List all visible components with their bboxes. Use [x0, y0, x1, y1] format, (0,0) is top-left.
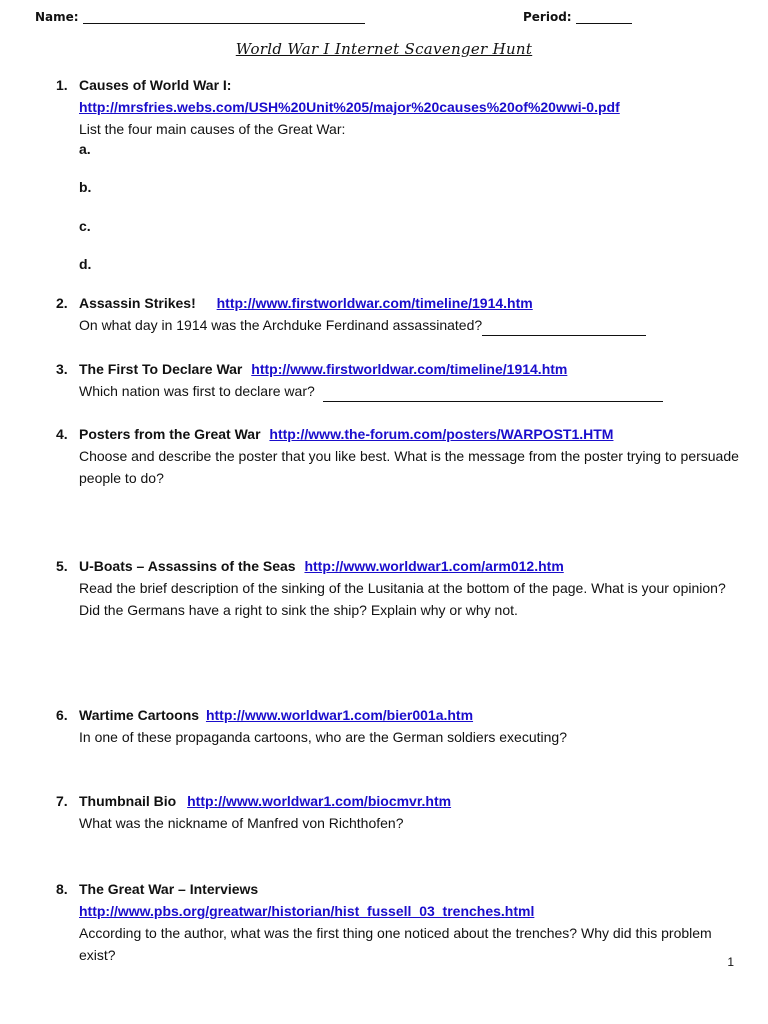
question-number: 6.: [56, 707, 68, 723]
question-link[interactable]: http://mrsfries.webs.com/USH%20Unit%205/major%20causes%20of%20wwi-0.pdf: [79, 99, 620, 115]
question-7: [56, 790, 746, 834]
question-number: 3.: [56, 361, 68, 377]
question-text: What was the nickname of Manfred von Richthofen?: [79, 815, 404, 831]
period-label: Period:: [523, 10, 572, 24]
question-link[interactable]: http://www.firstworldwar.com/timeline/1914.htm: [216, 295, 533, 311]
period-blank[interactable]: [576, 13, 632, 24]
page-title: World War I Internet Scavenger Hunt: [235, 40, 533, 58]
question-link[interactable]: http://www.worldwar1.com/bier001a.htm: [205, 707, 474, 723]
question-text: Read the brief description of the sinking of the Lusitania at the bottom of the page. What is your opinion? Did the Germans have a right to sink the ship? Explain why or why not.: [79, 580, 726, 618]
period-field: [523, 10, 632, 24]
question-number: 4.: [56, 426, 68, 442]
answer-b-label: b.: [79, 179, 92, 195]
question-link[interactable]: http://www.the-forum.com/posters/WARPOST1.HTM: [269, 426, 614, 442]
question-link[interactable]: http://www.worldwar1.com/arm012.htm: [304, 558, 564, 574]
question-number: 1.: [56, 77, 68, 93]
question-link[interactable]: http://www.pbs.org/greatwar/historian/hist_fussell_03_trenches.html: [79, 903, 535, 919]
answer-c-label: c.: [79, 218, 91, 234]
name-blank[interactable]: [83, 13, 365, 24]
question-number: 7.: [56, 793, 68, 809]
question-text: Choose and describe the poster that you like best. What is the message from the poster trying to persuade people to do?: [79, 448, 739, 486]
question-text: According to the author, what was the first thing one noticed about the trenches? Why did this problem exist?: [79, 925, 712, 963]
question-6: [56, 704, 746, 748]
question-number: 2.: [56, 295, 68, 311]
question-heading: Thumbnail Bio: [79, 793, 177, 809]
question-number: 8.: [56, 881, 68, 897]
answer-blank[interactable]: [482, 319, 646, 336]
question-3: [56, 358, 746, 402]
question-4: [56, 423, 746, 489]
question-heading: The Great War – Interviews: [79, 881, 259, 897]
answer-a-label: a.: [79, 141, 91, 157]
question-text: In one of these propaganda cartoons, who are the German soldiers executing?: [79, 729, 567, 745]
question-number: 5.: [56, 558, 68, 574]
question-text: Which nation was first to declare war?: [79, 383, 315, 399]
name-field: [35, 10, 365, 24]
question-heading: Assassin Strikes!: [79, 295, 196, 311]
question-link[interactable]: http://www.firstworldwar.com/timeline/1914.htm: [251, 361, 568, 377]
answer-blank[interactable]: [323, 385, 663, 402]
question-5: [56, 555, 746, 621]
question-2: [56, 292, 746, 336]
name-label: Name:: [35, 10, 79, 24]
question-1: [56, 74, 746, 140]
question-heading: U-Boats – Assassins of the Seas: [79, 558, 296, 574]
question-link[interactable]: http://www.worldwar1.com/biocmvr.htm: [187, 793, 452, 809]
question-heading: Causes of World War I:: [79, 77, 232, 93]
answer-d-label: d.: [79, 256, 92, 272]
question-heading: Posters from the Great War: [79, 426, 261, 442]
question-text: List the four main causes of the Great War:: [79, 121, 346, 137]
question-8: [56, 878, 746, 966]
question-heading: Wartime Cartoons: [79, 707, 200, 723]
page-number: 1: [727, 955, 734, 969]
question-text: On what day in 1914 was the Archduke Ferdinand assassinated?: [79, 317, 483, 333]
question-heading: The First To Declare War: [79, 361, 243, 377]
